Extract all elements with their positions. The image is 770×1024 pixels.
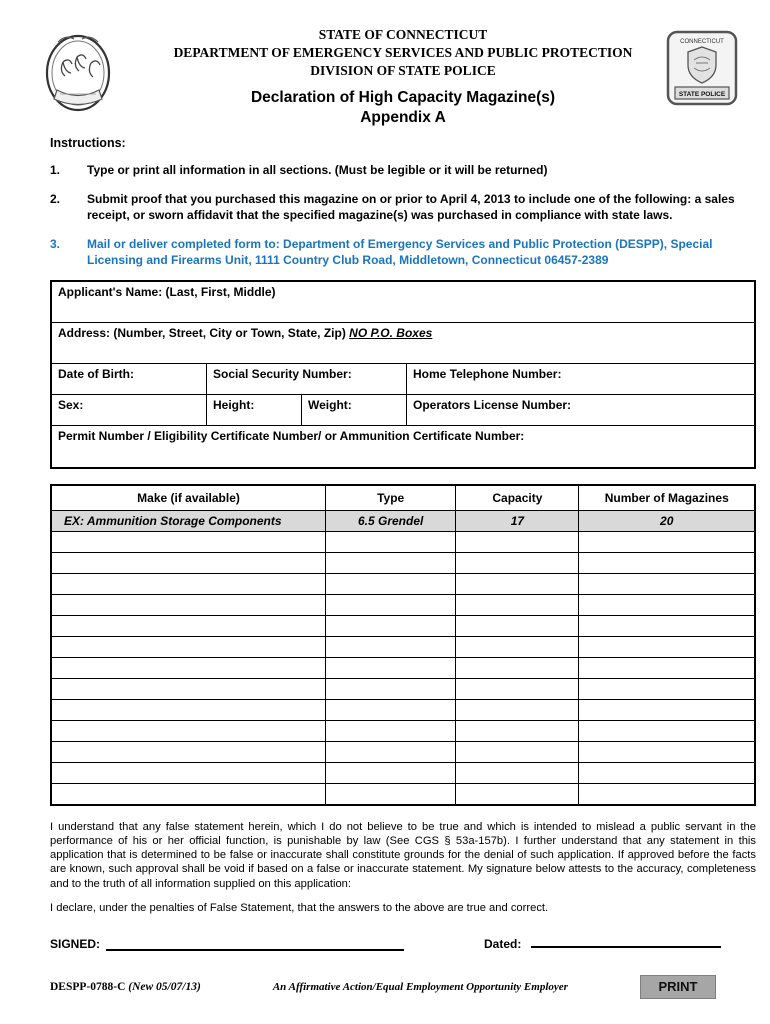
magazine-table-cell[interactable] bbox=[326, 658, 456, 679]
instruction-number: 3. bbox=[50, 236, 61, 251]
address-label: Address: (Number, Street, City or Town, State, Zip) bbox=[58, 325, 350, 340]
no-po-boxes-label: NO P.O. Boxes bbox=[349, 325, 433, 340]
magazine-table-cell[interactable] bbox=[326, 700, 456, 721]
applicant-name-field[interactable] bbox=[52, 282, 754, 322]
magazine-table-cell[interactable] bbox=[579, 658, 755, 679]
magazine-table-cell[interactable] bbox=[51, 784, 326, 805]
applicant-name-label: Applicant's Name: (Last, First, Middle) bbox=[58, 284, 276, 299]
magazine-table-cell[interactable] bbox=[579, 742, 755, 763]
magazine-table-row bbox=[51, 658, 755, 679]
magazine-table-cell[interactable] bbox=[51, 763, 326, 784]
instruction-item-2 bbox=[50, 191, 756, 224]
state-police-badge-logo bbox=[666, 30, 738, 111]
magazine-table-row bbox=[51, 553, 755, 574]
magazine-table-row bbox=[51, 742, 755, 763]
example-number-cell: 20 bbox=[579, 511, 755, 532]
column-header-type: Type bbox=[326, 485, 456, 511]
magazine-table-row bbox=[51, 721, 755, 742]
magazine-table-row bbox=[51, 532, 755, 553]
instruction-text: Submit proof that you purchased this magazine on or prior to April 4, 2013 to include one of the following: a sales receipt, or sworn affidavit that the specified magazine(s) was purchased in compliance with state laws. bbox=[87, 191, 735, 222]
magazine-table-cell[interactable] bbox=[51, 553, 326, 574]
ssn-field[interactable] bbox=[207, 364, 407, 394]
header-department-line: DEPARTMENT OF EMERGENCY SERVICES AND PUBLIC PROTECTION bbox=[173, 45, 633, 60]
form-subtitle: Appendix A bbox=[360, 109, 446, 126]
instruction-number: 2. bbox=[50, 191, 61, 206]
height-field[interactable] bbox=[207, 395, 302, 425]
legal-statement: I understand that any false statement herein, which I do not believe to be true and which is intended to mislead a public servant in the performance of his or her official function, is punishable by law (See CGS § 53a-157b). I further understand that any statement in this application that is determined to be false or inaccurate shall constitute grounds for the denial of such application. If approved before the facts are known, such approval shall be void if based on a false or inaccurate statement. My signature below attests to the accuracy, completeness and to the truth of all information supplied on this application: bbox=[50, 820, 756, 890]
magazine-table-cell[interactable] bbox=[579, 574, 755, 595]
example-type-cell: 6.5 Grendel bbox=[326, 511, 456, 532]
magazine-table-cell[interactable] bbox=[326, 721, 456, 742]
instructions-label: Instructions: bbox=[50, 136, 126, 150]
weight-label: Weight: bbox=[308, 397, 352, 412]
magazine-table-cell[interactable] bbox=[456, 658, 579, 679]
address-field[interactable] bbox=[52, 323, 754, 363]
magazine-table-row bbox=[51, 595, 755, 616]
signed-label: SIGNED: bbox=[50, 936, 101, 951]
print-button[interactable]: PRINT bbox=[640, 975, 716, 999]
form-revision: (New 05/07/13) bbox=[128, 980, 201, 993]
ssn-label: Social Security Number: bbox=[213, 366, 352, 381]
magazine-table-cell[interactable] bbox=[51, 616, 326, 637]
magazine-table-cell[interactable] bbox=[326, 763, 456, 784]
magazine-table-cell[interactable] bbox=[579, 532, 755, 553]
magazine-table-cell[interactable] bbox=[326, 616, 456, 637]
magazine-table-cell[interactable] bbox=[51, 721, 326, 742]
magazine-table-cell[interactable] bbox=[326, 532, 456, 553]
magazine-table-cell[interactable] bbox=[326, 637, 456, 658]
magazine-table-example-row bbox=[51, 511, 755, 532]
magazine-table-row bbox=[51, 763, 755, 784]
weight-field[interactable] bbox=[302, 395, 407, 425]
magazine-table-cell[interactable] bbox=[51, 679, 326, 700]
sex-field[interactable] bbox=[52, 395, 207, 425]
magazine-table-cell[interactable] bbox=[51, 742, 326, 763]
form-title: Declaration of High Capacity Magazine(s) bbox=[250, 89, 556, 106]
magazine-table-cell[interactable] bbox=[326, 595, 456, 616]
operators-license-field[interactable] bbox=[407, 395, 754, 425]
sex-label: Sex: bbox=[58, 397, 84, 412]
example-make-cell: EX: Ammunition Storage Components bbox=[51, 511, 326, 532]
magazine-table-cell[interactable] bbox=[456, 700, 579, 721]
home-phone-label: Home Telephone Number: bbox=[413, 366, 562, 381]
eeo-statement: An Affirmative Action/Equal Employment Opportunity Employer bbox=[272, 980, 568, 993]
magazine-table-cell[interactable] bbox=[456, 679, 579, 700]
magazine-table-cell[interactable] bbox=[579, 637, 755, 658]
date-of-birth-field[interactable] bbox=[52, 364, 207, 394]
form-number bbox=[50, 981, 201, 993]
magazine-table-cell[interactable] bbox=[51, 637, 326, 658]
magazine-table-cell[interactable] bbox=[456, 763, 579, 784]
magazine-table-cell[interactable] bbox=[326, 679, 456, 700]
height-label: Height: bbox=[213, 397, 255, 412]
magazine-table-cell[interactable] bbox=[51, 700, 326, 721]
magazine-table-cell[interactable] bbox=[326, 742, 456, 763]
magazine-table-cell[interactable] bbox=[326, 553, 456, 574]
magazine-table-cell[interactable] bbox=[579, 595, 755, 616]
operators-license-label: Operators License Number: bbox=[413, 397, 572, 412]
dated-label: Dated: bbox=[484, 936, 522, 951]
magazine-table-cell[interactable] bbox=[456, 532, 579, 553]
form-number-code: DESPP-0788-C bbox=[50, 980, 126, 993]
permit-number-label: Permit Number / Eligibility Certificate Number/ or Ammunition Certificate Number: bbox=[58, 428, 525, 443]
magazine-table-cell[interactable] bbox=[456, 742, 579, 763]
magazine-table-cell[interactable] bbox=[51, 595, 326, 616]
signature-input-line[interactable] bbox=[106, 937, 404, 951]
magazine-table-cell[interactable] bbox=[51, 658, 326, 679]
badge-banner-text: STATE POLICE bbox=[678, 91, 726, 98]
declaration-statement: I declare, under the penalties of False Statement, that the answers to the above are true and correct. bbox=[50, 901, 549, 914]
instruction-text: Type or print all information in all sections. (Must be legible or it will be returned) bbox=[87, 163, 548, 177]
magazine-table-header-row bbox=[51, 485, 755, 511]
agency-header bbox=[50, 26, 756, 80]
magazine-table-cell[interactable] bbox=[579, 784, 755, 805]
magazine-table-row bbox=[51, 637, 755, 658]
instruction-item-3 bbox=[50, 236, 756, 269]
magazine-table-cell[interactable] bbox=[579, 763, 755, 784]
magazine-table-cell[interactable] bbox=[456, 637, 579, 658]
magazine-table bbox=[50, 484, 756, 806]
applicant-info-box bbox=[50, 280, 756, 469]
example-capacity-cell: 17 bbox=[456, 511, 579, 532]
magazine-table-cell[interactable] bbox=[326, 784, 456, 805]
column-header-number: Number of Magazines bbox=[579, 485, 755, 511]
badge-top-text: CONNECTICUT bbox=[680, 39, 724, 45]
magazine-table-cell[interactable] bbox=[579, 553, 755, 574]
magazine-table-row bbox=[51, 574, 755, 595]
magazine-table-row bbox=[51, 616, 755, 637]
magazine-table-cell[interactable] bbox=[456, 784, 579, 805]
instruction-item-1 bbox=[50, 162, 756, 179]
magazine-table-row bbox=[51, 679, 755, 700]
magazine-table-cell[interactable] bbox=[456, 553, 579, 574]
home-phone-field[interactable] bbox=[407, 364, 754, 394]
header-division-line: DIVISION OF STATE POLICE bbox=[310, 63, 496, 78]
magazine-table-cell[interactable] bbox=[51, 574, 326, 595]
magazine-table-cell[interactable] bbox=[456, 574, 579, 595]
header-state-line: STATE OF CONNECTICUT bbox=[318, 27, 488, 42]
column-header-capacity: Capacity bbox=[456, 485, 579, 511]
magazine-table-cell[interactable] bbox=[326, 574, 456, 595]
magazine-table-row bbox=[51, 700, 755, 721]
signature-row bbox=[50, 934, 756, 951]
date-input-line[interactable] bbox=[531, 934, 721, 948]
magazine-table-cell[interactable] bbox=[579, 679, 755, 700]
magazine-table-cell[interactable] bbox=[51, 532, 326, 553]
magazine-table-cell[interactable] bbox=[456, 721, 579, 742]
magazine-table-cell[interactable] bbox=[456, 616, 579, 637]
magazine-table-empty-rows bbox=[51, 532, 755, 805]
connecticut-seal-logo bbox=[44, 32, 112, 121]
magazine-table-cell[interactable] bbox=[456, 595, 579, 616]
date-of-birth-label: Date of Birth: bbox=[58, 366, 134, 381]
magazine-table-cell[interactable] bbox=[579, 700, 755, 721]
magazine-table-cell[interactable] bbox=[579, 616, 755, 637]
permit-number-field[interactable] bbox=[52, 426, 754, 467]
page-footer bbox=[50, 975, 756, 999]
magazine-table-row bbox=[51, 784, 755, 805]
instruction-text-mailing-address: Mail or deliver completed form to: Department of Emergency Services and Public Protection (DESPP), Special Licensing and Firearms Unit, 1111 Country Club Road, Middletown, Connecticut 06457-2389 bbox=[87, 236, 713, 267]
column-header-make: Make (if available) bbox=[51, 485, 326, 511]
instruction-number: 1. bbox=[50, 163, 61, 177]
magazine-table-cell[interactable] bbox=[579, 721, 755, 742]
